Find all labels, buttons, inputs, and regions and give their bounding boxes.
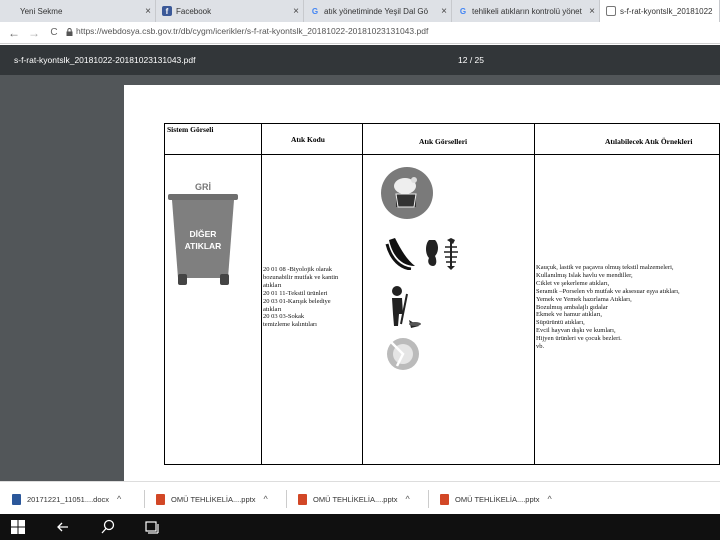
header-waste-examples: Atılabilecek Atık Örnekleri <box>605 137 693 146</box>
page-indicator[interactable]: 12 / 25 <box>458 55 484 65</box>
close-icon[interactable]: × <box>145 5 151 17</box>
task-view-icon[interactable] <box>143 518 161 536</box>
windows-start-icon[interactable] <box>9 518 27 536</box>
sweeper-icon <box>381 284 423 328</box>
pdf-page <box>124 85 720 481</box>
download-filename: 20171221_11051....docx <box>27 494 110 504</box>
downloads-bar <box>0 481 720 514</box>
divider <box>428 490 429 508</box>
tab-new-tab[interactable] <box>0 0 156 22</box>
download-filename: OMÜ TEHLİKELİA....pptx <box>171 494 256 504</box>
divider <box>144 490 145 508</box>
download-item[interactable] <box>12 490 121 508</box>
download-filename: OMÜ TEHLİKELİA....pptx <box>455 494 540 504</box>
reload-icon[interactable]: C <box>50 27 58 38</box>
word-file-icon <box>12 494 21 505</box>
close-icon[interactable]: × <box>293 5 299 17</box>
document-icon <box>606 6 616 16</box>
chevron-up-icon[interactable]: ^ <box>405 494 410 504</box>
address-bar[interactable]: https://webdosya.csb.gov.tr/db/cygm/icerikler/s-f-rat-kyontslk_20181022-20181023131043.pdf <box>76 26 429 36</box>
chevron-up-icon[interactable]: ^ <box>117 494 122 504</box>
tab-google-search-1[interactable] <box>304 0 452 22</box>
powerpoint-file-icon <box>440 494 449 505</box>
apple-fishbone-icon <box>423 236 463 270</box>
facebook-icon: f <box>162 6 172 16</box>
table-divider <box>362 124 363 464</box>
broken-plate-icon <box>385 336 421 372</box>
powerpoint-file-icon <box>298 494 307 505</box>
pdf-toolbar <box>0 45 720 75</box>
waste-examples: Kauçuk, lastik ve paçavra olmuş tekstil malzemeleri, Kullanılmış Islak havlu ve mendiller, Ciklet ve şekerleme atıkları, Seramik –Porselen vb mutfak ve aksesuar eşya atıkları, Yemek ve Yemek hazırlama Atıkları, Bozulmuş ambalajlı gıdalar Ekmek ve hamur atıkları, Süpürüntü atıkları, Evcil hayvan dışkı ve kumları, Hijyen ürünleri ve çocuk bezleri. vb. <box>536 264 680 351</box>
table-divider <box>534 124 535 464</box>
tab-title: tehlikeli atıkların kontrolü yönet <box>472 6 582 16</box>
bin-label-top: GRİ <box>194 182 212 192</box>
chevron-up-icon[interactable]: ^ <box>547 494 552 504</box>
bin-label-line1: DİĞER <box>189 229 217 239</box>
back-arrow-icon[interactable] <box>54 518 72 536</box>
download-item[interactable] <box>440 490 552 508</box>
waste-codes: 20 01 08 -Biyolojik olarak bozunabilir mutfak ve kantin atıkları 20 01 11-Tekstil ürünleri 20 03 01-Karışık belediye atıkları 20 03 03-Sokak temizleme kalıntıları <box>263 266 339 329</box>
download-item[interactable] <box>298 490 410 508</box>
google-icon: G <box>459 6 467 16</box>
pdf-filename: s-f-rat-kyontslk_20181022-20181023131043.pdf <box>14 55 196 65</box>
waste-table <box>164 123 720 465</box>
tab-title: Facebook <box>176 6 212 16</box>
powerpoint-file-icon <box>156 494 165 505</box>
google-icon: G <box>311 6 319 16</box>
download-item[interactable] <box>156 490 268 508</box>
tab-google-search-2[interactable] <box>452 0 600 22</box>
close-icon[interactable]: × <box>441 5 447 17</box>
chevron-up-icon[interactable]: ^ <box>263 494 268 504</box>
grey-waste-bin-icon <box>165 156 261 296</box>
tab-title: Yeni Sekme <box>20 6 63 16</box>
blank-tab-icon <box>6 6 16 16</box>
diaper-wipes-icon <box>379 165 435 221</box>
lock-icon <box>66 28 73 36</box>
header-waste-visuals: Atık Görselleri <box>419 137 468 146</box>
tab-pdf[interactable] <box>600 0 720 22</box>
tab-strip <box>0 0 720 22</box>
bin-label-line2: ATIKLAR <box>184 241 222 251</box>
back-icon[interactable]: ← <box>8 26 20 40</box>
header-system-visual: Sistem Görseli <box>167 125 214 134</box>
windows-taskbar <box>0 514 720 540</box>
divider <box>286 490 287 508</box>
table-divider <box>165 154 719 155</box>
pdf-viewer[interactable] <box>0 75 720 481</box>
search-icon[interactable] <box>99 518 117 536</box>
header-waste-code: Atık Kodu <box>291 135 325 144</box>
forward-icon[interactable]: → <box>28 26 40 40</box>
table-divider <box>261 124 262 464</box>
tab-title: atık yönetiminde Yeşil Dal Gö <box>324 6 429 16</box>
close-icon[interactable]: × <box>589 5 595 17</box>
tab-title: s-f-rat-kyontslk_20181022 <box>620 6 713 16</box>
tab-facebook[interactable] <box>156 0 304 22</box>
download-filename: OMÜ TEHLİKELİA....pptx <box>313 494 398 504</box>
banana-peel-icon <box>385 234 419 270</box>
browser-toolbar <box>0 22 720 44</box>
